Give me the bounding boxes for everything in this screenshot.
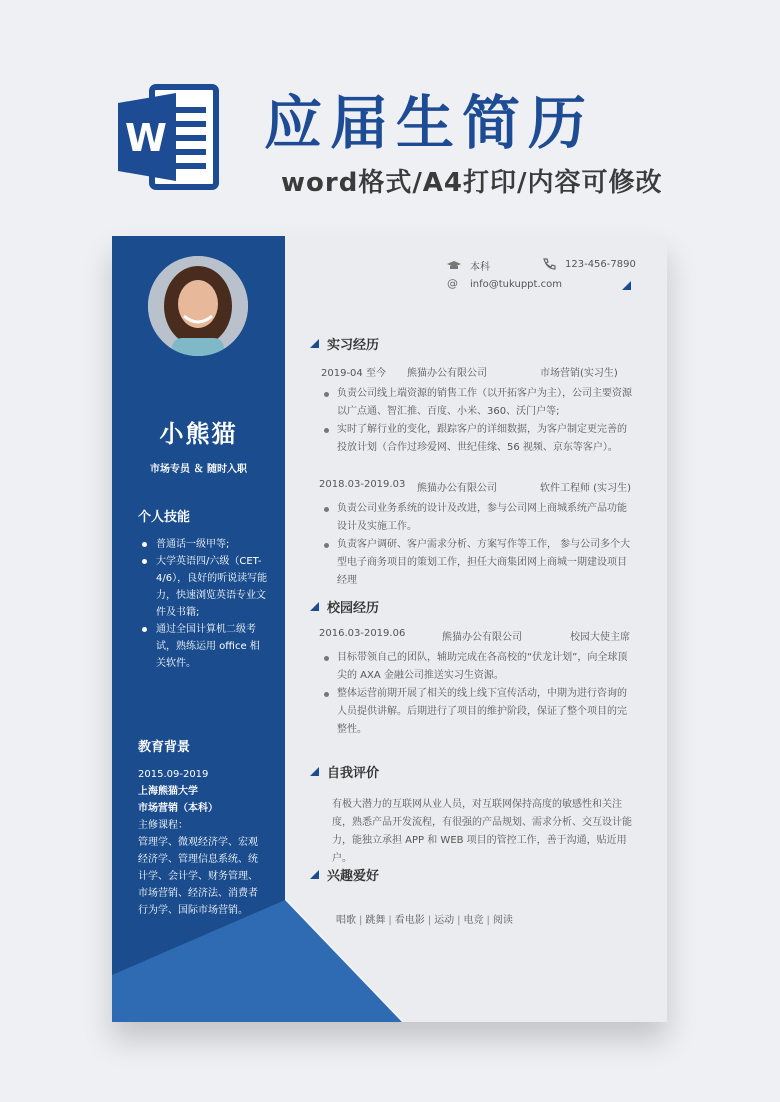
education-period: 2015.09-2019 <box>138 769 209 780</box>
education-school: 上海熊猫大学 <box>138 786 198 797</box>
banner-title: 应届生简历 <box>264 89 595 157</box>
campus-heading <box>310 597 379 616</box>
self-eval-heading <box>310 762 379 781</box>
campus-bullet: 整体运营前期开展了相关的线上线下宣传活动，中期为进行咨询的人员提供讲解。后期进行了项目的维护阶段，保证了整个项目的完整性。 <box>322 685 634 739</box>
hobby-item: 电竞 <box>463 915 484 926</box>
skill-item: 大学英语四/六级（CET-4/6），良好的听说读写能力，快速浏览英语专业文件及书籍; <box>138 553 268 621</box>
campus-bullet: 目标带领自己的团队，辅助完成在各高校的“伏龙计划”，向全球顶尖的 AXA 金融公司推送实习生资源。 <box>322 649 634 685</box>
courses-text: 管理学、微观经济学、宏观经济学、管理信息系统、统计学、会计学、财务管理、市场营销、经济法、消费者行为学、国际市场营销。 <box>138 837 258 916</box>
svg-text:W: W <box>125 116 167 160</box>
campus-period: 2016.03-2019.06 <box>319 628 406 639</box>
hobby-item: 跳舞 <box>365 915 386 926</box>
internship-heading-text: 实习经历 <box>327 338 380 353</box>
resume-page <box>112 236 667 1022</box>
hobby-item: 看电影 <box>394 915 425 926</box>
job-period: 2019-04 至今 <box>321 368 386 379</box>
job-period: 2018.03-2019.03 <box>319 479 406 490</box>
skill-item: 普通话一级甲等; <box>138 536 268 553</box>
hobby-item: 阅读 <box>492 915 513 926</box>
job-bullet: 实时了解行业的变化，跟踪客户的详细数据，为客户制定更完善的投放计划（合作过珍爱网、世纪佳缘、56 视频、京东等客户）。 <box>322 421 634 457</box>
email-item <box>447 278 562 290</box>
campus-role: 校园大使主席 <box>570 632 630 643</box>
position-line: 市场专员 ＆ 随时入职 <box>150 464 247 475</box>
campus-company: 熊猫办公有限公司 <box>442 632 522 643</box>
avatar <box>148 256 248 356</box>
contact-corner-triangle <box>622 281 631 290</box>
avatar-photo <box>148 256 248 356</box>
education-major: 市场营销（本科） <box>138 803 218 814</box>
job-role: 市场营销(实习生) <box>540 368 618 379</box>
job-bullets <box>322 385 634 457</box>
campus-bullets <box>322 649 634 739</box>
job-bullet: 负责公司线上端资源的销售工作（以开拓客户为主），公司主要资源以广点通、智汇推、百度、小米、360、沃门户等; <box>322 385 634 421</box>
internship-heading <box>310 334 379 353</box>
self-eval-text: 有极大潜力的互联网从业人员，对互联网保持高度的敏感性和关注度，熟悉产品开发流程，有很强的产品规划、需求分析、交互设计能力，能独立承担 APP 和 WEB 项目的管控工作，善于沟通，贴近用户。 <box>332 799 632 864</box>
education-block <box>138 766 266 919</box>
degree-text: 本科 <box>470 262 490 273</box>
degree-item <box>447 258 490 273</box>
at-icon: @ <box>447 277 458 290</box>
skills-heading: 个人技能 <box>138 510 191 525</box>
hobbies-heading-text: 兴趣爱好 <box>327 869 380 884</box>
hobby-item: 运动 <box>434 915 455 926</box>
skill-item: 通过全国计算机二级考试，熟练运用 office 相关软件。 <box>138 621 268 672</box>
section-marker-icon <box>310 870 319 879</box>
education-heading: 教育背景 <box>138 740 191 755</box>
hobbies-list: 唱歌 | 跳舞 | 看电影 | 运动 | 电竞 | 阅读 <box>336 915 513 926</box>
job-role: 软件工程师 (实习生) <box>540 483 631 494</box>
job-company: 熊猫办公有限公司 <box>407 368 487 379</box>
hobbies-heading <box>310 865 379 884</box>
job-bullet: 负责公司业务系统的设计及改进，参与公司网上商城系统产品功能设计及实施工作。 <box>322 500 634 536</box>
skills-list <box>138 536 268 672</box>
hobby-item: 唱歌 <box>336 915 356 926</box>
graduation-cap-icon <box>447 260 461 272</box>
job-company: 熊猫办公有限公司 <box>417 483 497 494</box>
job-bullets <box>322 500 634 590</box>
campus-heading-text: 校园经历 <box>327 601 380 616</box>
phone-item <box>542 258 636 270</box>
candidate-name: 小熊猫 <box>159 420 238 448</box>
section-marker-icon <box>310 767 319 776</box>
self-eval-heading-text: 自我评价 <box>327 766 380 781</box>
phone-text: 123-456-7890 <box>565 258 636 270</box>
section-marker-icon <box>310 602 319 611</box>
email-text: info@tukuppt.com <box>470 278 562 290</box>
section-marker-icon <box>310 339 319 348</box>
phone-icon <box>542 258 556 270</box>
job-bullet: 负责客户调研、客户需求分析、方案写作等工作， 参与公司多个大型电子商务项目的策划工作，担任大商集团网上商城一期建设项目经理 <box>322 536 634 590</box>
courses-label: 主修课程： <box>138 820 188 831</box>
word-document-icon <box>118 83 222 191</box>
banner-subtitle: word格式/A4打印/内容可修改 <box>281 168 663 198</box>
